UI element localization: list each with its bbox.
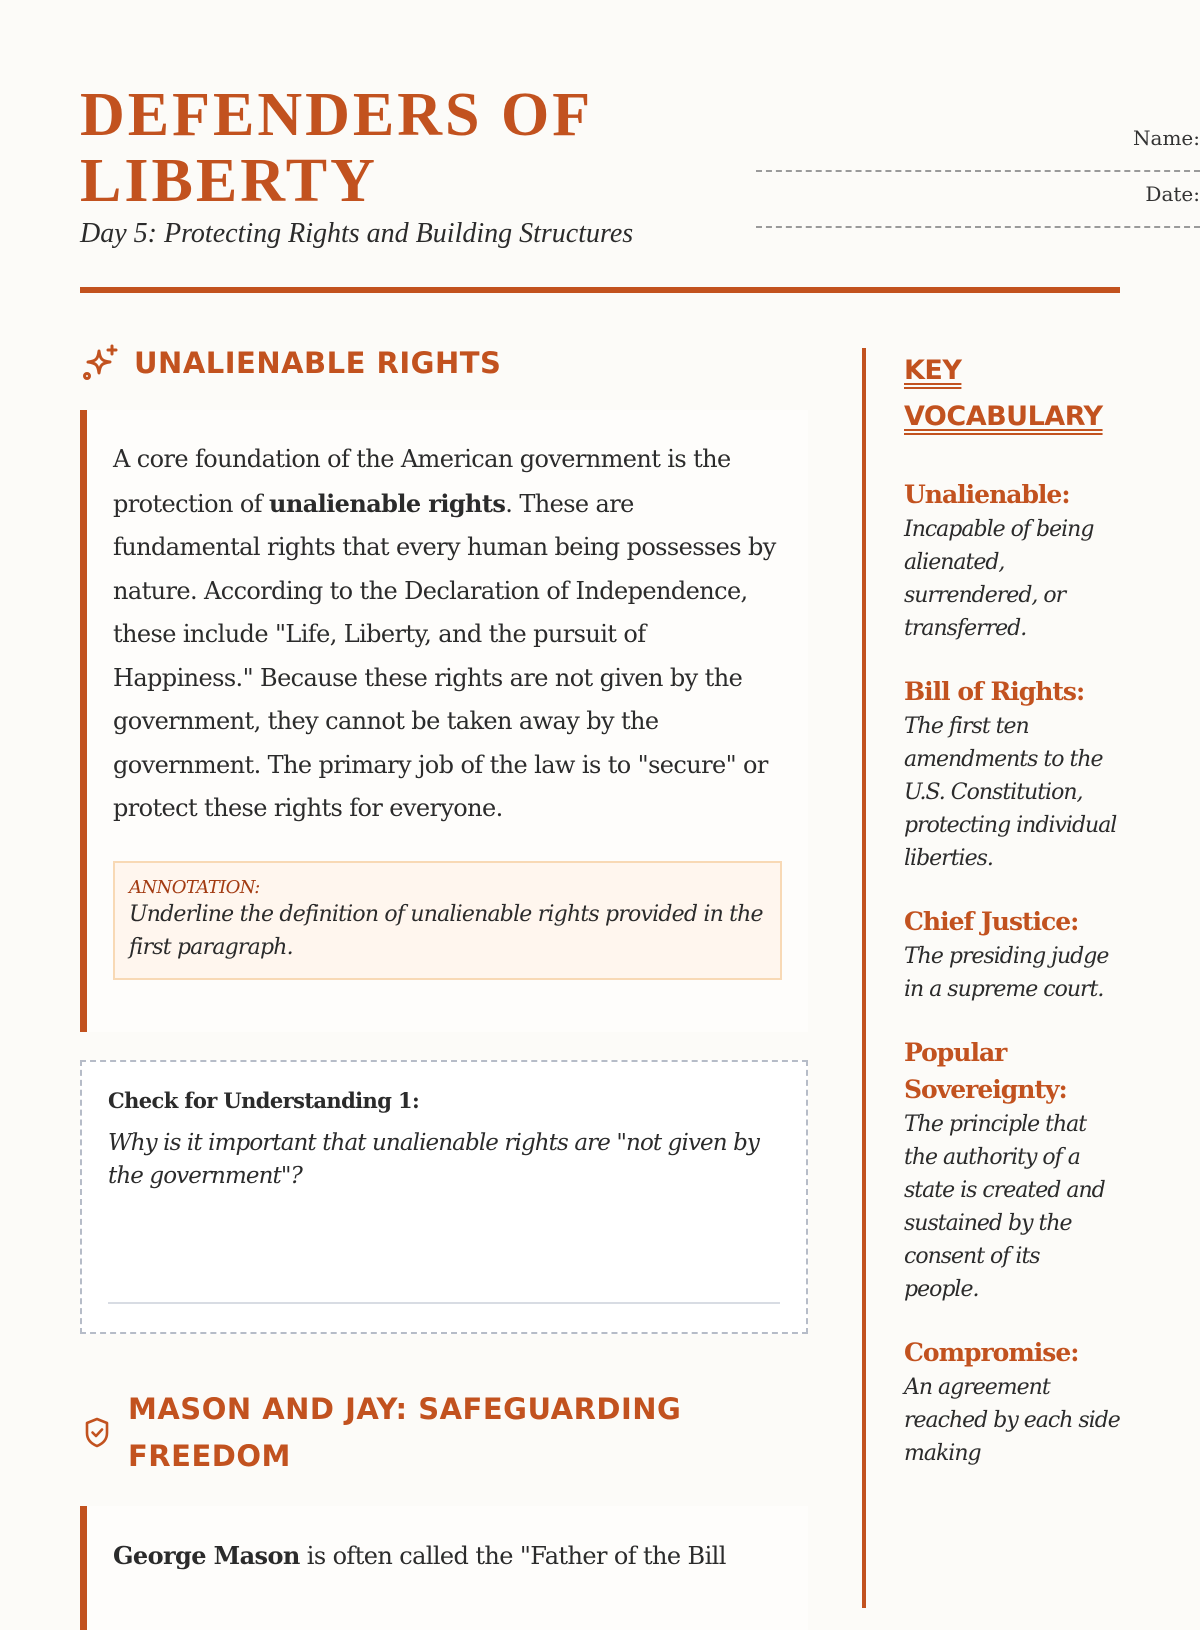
vocab-item [904, 476, 1120, 645]
section-mason-and-jay [80, 1386, 808, 1630]
reading-passage [80, 1506, 808, 1630]
annotation-box [113, 861, 782, 980]
vocab-term: Popular Sovereignty: [904, 1034, 1120, 1108]
annotation-label: ANNOTATION: [129, 877, 766, 898]
passage-text: A core foundation of the American government is the protection of unalienable rights. These are fundamental rights that every human being possesses by nature. According to the Declaration of Independence, these include "Life, Liberty, and the pursuit of Happiness." Because these rights are not given by the government, they cannot be taken away by the government. The primary job of the law is to "secure" or protect these rights for everyone. [113, 438, 782, 831]
worksheet-page [80, 0, 1120, 300]
vocab-item [904, 1034, 1120, 1306]
answer-line[interactable] [108, 1302, 780, 1304]
annotation-text: Underline the definition of unalienable rights provided in the first paragraph. [129, 898, 766, 964]
student-info-fields [676, 126, 1200, 228]
vocab-definition: The first ten amendments to the U.S. Constitution, protecting individual liberties. [904, 710, 1120, 875]
worksheet-header [80, 0, 1120, 300]
cfu-title: Check for Understanding 1: [108, 1088, 780, 1113]
reading-passage [80, 410, 808, 1032]
vocab-definition: The presiding judge in a supreme court. [904, 940, 1120, 1006]
vocab-definition: Incapable of being alienated, surrendered, or transferred. [904, 513, 1120, 645]
key-term-highlight: unalienable rights [269, 489, 505, 518]
vocab-term: Bill of Rights: [904, 673, 1120, 710]
section-header [80, 340, 808, 386]
section-unalienable-rights [80, 340, 808, 1032]
key-vocabulary-sidebar [862, 348, 1120, 1608]
section-title: UNALIENABLE RIGHTS [134, 340, 501, 386]
key-term-highlight: George Mason [113, 1541, 300, 1570]
vocab-definition: The principle that the authority of a state is created and sustained by the consent of its people. [904, 1108, 1120, 1306]
date-field[interactable] [756, 212, 1200, 228]
cfu-question: Why is it important that unalienable rights are "not given by the government"? [108, 1127, 780, 1193]
vocab-item [904, 1334, 1120, 1470]
check-for-understanding-box [80, 1060, 808, 1334]
vocab-term: Compromise: [904, 1334, 1120, 1371]
section-title: MASON AND JAY: SAFEGUARDING FREEDOM [128, 1386, 808, 1480]
vocab-term: Chief Justice: [904, 903, 1120, 940]
shield-check-icon [80, 1413, 114, 1453]
name-label: Name: [676, 126, 1200, 150]
vocab-item [904, 673, 1120, 875]
vocab-item [904, 903, 1120, 1006]
page-subtitle: Day 5: Protecting Rights and Building Structures [80, 218, 633, 250]
header-divider [80, 287, 1120, 293]
name-field[interactable] [756, 156, 1200, 172]
sparkles-icon [80, 343, 120, 383]
vocabulary-list [904, 476, 1120, 1470]
passage-text: George Mason is often called the "Father of the Bill [113, 1534, 782, 1579]
section-header [80, 1386, 808, 1480]
page-title: DEFENDERS OF LIBERTY [80, 82, 640, 214]
date-label: Date: [676, 182, 1200, 206]
vocab-definition: An agreement reached by each side making [904, 1371, 1120, 1470]
main-column [80, 340, 808, 1630]
vocab-term: Unalienable: [904, 476, 1120, 513]
vocabulary-title: KEY VOCABULARY [904, 348, 1120, 440]
